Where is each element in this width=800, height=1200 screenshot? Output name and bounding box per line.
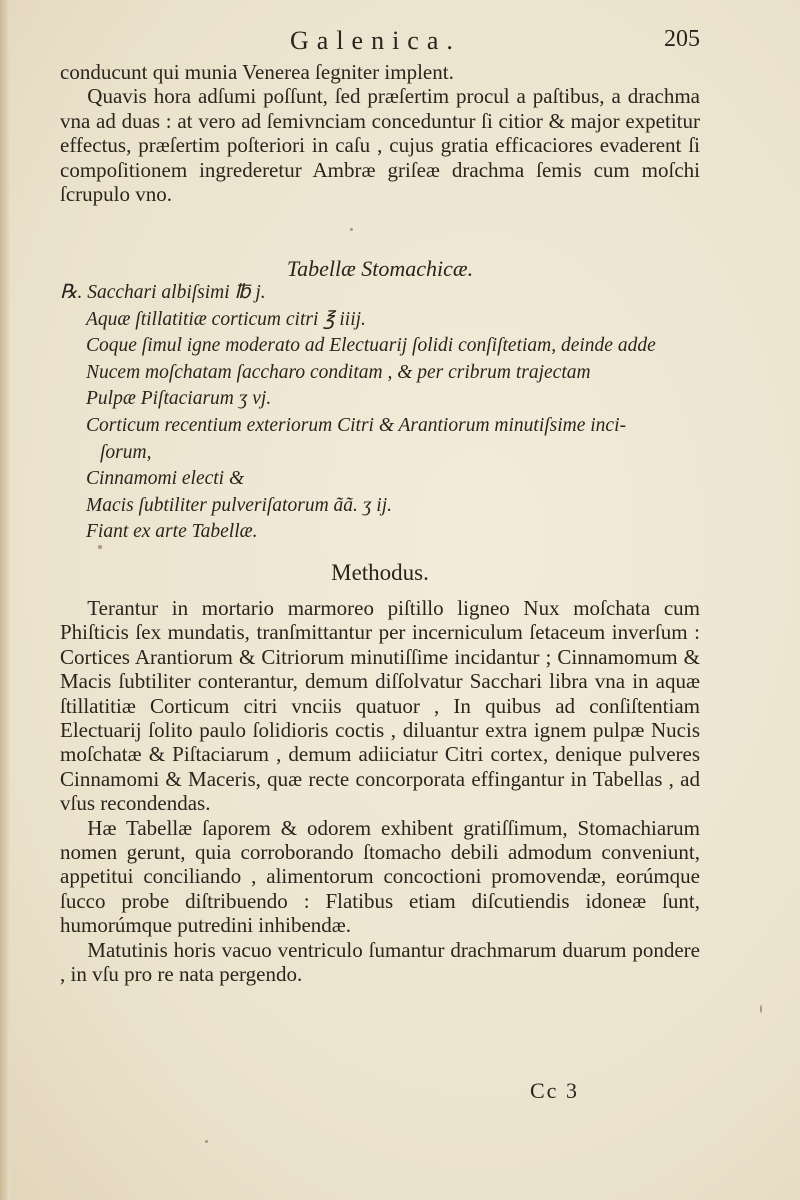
intro-paragraph: Quavis hora adſumi poſſunt, ſed præſertim procul a paſtibus, a drachma vna ad duas : at vero ad ſemivnciam conceduntur ſi citior & major expetitur effectus, præſertim poſteriori in caſu , cujus gratia efficaciores evaderent ſi compoſitionem ingrederetur Ambræ griſeæ drachma ſemis cum moſchi ſcrupulo vno. bbox=[60, 84, 700, 207]
recipe-line: Coque ſimul igne moderato ad Electuarij ſolidi conſiſtetiam, deinde adde bbox=[86, 335, 656, 357]
method-paragraph: Hæ Tabellæ ſaporem & odorem exhibent gratiſſimum, Stomachiarum nomen gerunt, quia corroborando ſtomacho debili admodum conveniunt, appetitui conciliando , alimentorum concoctioni promovendæ, eorúmque ſucco probe diſtribuendo : Flatibus etiam diſcutiendis idoneæ ſunt, humorúmque putredini inhibendæ. bbox=[60, 815, 700, 938]
page-header bbox=[60, 26, 700, 60]
method-paragraph: Matutinis horis vacuo ventriculo ſumantur drachmarum duarum pondere , in vſu pro re nata pergendo. bbox=[60, 937, 700, 987]
paper-speck bbox=[350, 228, 353, 231]
method-text bbox=[60, 596, 700, 987]
recipe-line: Nucem moſchatam ſaccharo conditam , & per cribrum trajectam bbox=[86, 361, 591, 383]
recipe-line: Pulpæ Piſtaciarum ʒ vj. bbox=[86, 388, 272, 410]
recipe-title: Tabellæ Stomachicæ. bbox=[286, 256, 474, 281]
intro-text bbox=[60, 60, 700, 206]
paper-speck bbox=[98, 545, 102, 549]
recipe-line: Corticum recentium exteriorum Citri & Arantiorum minutiſsime inci- bbox=[86, 414, 627, 436]
recipe-block bbox=[60, 280, 700, 546]
method-paragraph: Terantur in mortario marmoreo piſtillo ligneo Nux moſchata cum Phiſticis ſex mundatis, tranſmittantur per incerniculum ſetaceum inverſum : Cortices Arantiorum & Citriorum minutiſſime incidantur ; Cinnamomum & Macis ſubtiliter conterantur, demum diſſolvatur Sacchari libra vna in aquæ ſtillatitiæ Corticum citri vnciis quatuor , In quibus ad conſiſtentiam Electuarij ſolito paulo ſolidioris coctis , diluantur extra ignem pulpæ Nucis moſchatæ & Piſtaciarum , demum adiiciatur Citri cortex, denique pulveres Cinnamomi & Maceris, quæ recte concorporata effingantur in Tabellas , ad vſus recondendas. bbox=[60, 596, 700, 816]
intro-line: conducunt qui munia Venerea ſegniter implent. bbox=[60, 60, 454, 84]
recipe-line: Cinnamomi electi & bbox=[86, 468, 245, 490]
recipe-line: ſorum, bbox=[100, 441, 152, 463]
recipe-line: Fiant ex arte Tabellæ. bbox=[86, 521, 258, 543]
paper-speck bbox=[760, 1005, 762, 1013]
page-gutter bbox=[0, 0, 10, 1200]
paper-speck bbox=[205, 1140, 208, 1143]
recipe-line: Aquæ ſtillatitiæ corticum citri ℥ iiij. bbox=[86, 308, 366, 330]
method-heading: Methodus. bbox=[331, 560, 429, 585]
running-head: Galenica. bbox=[290, 26, 461, 55]
signature-mark: Cc 3 bbox=[530, 1078, 579, 1103]
recipe-line: Macis ſubtiliter pulveriſatorum ãã. ʒ ij. bbox=[86, 494, 393, 516]
recipe-line: ℞. Sacchari albiſsimi ℔ j. bbox=[60, 282, 266, 303]
page-number: 205 bbox=[664, 26, 700, 52]
